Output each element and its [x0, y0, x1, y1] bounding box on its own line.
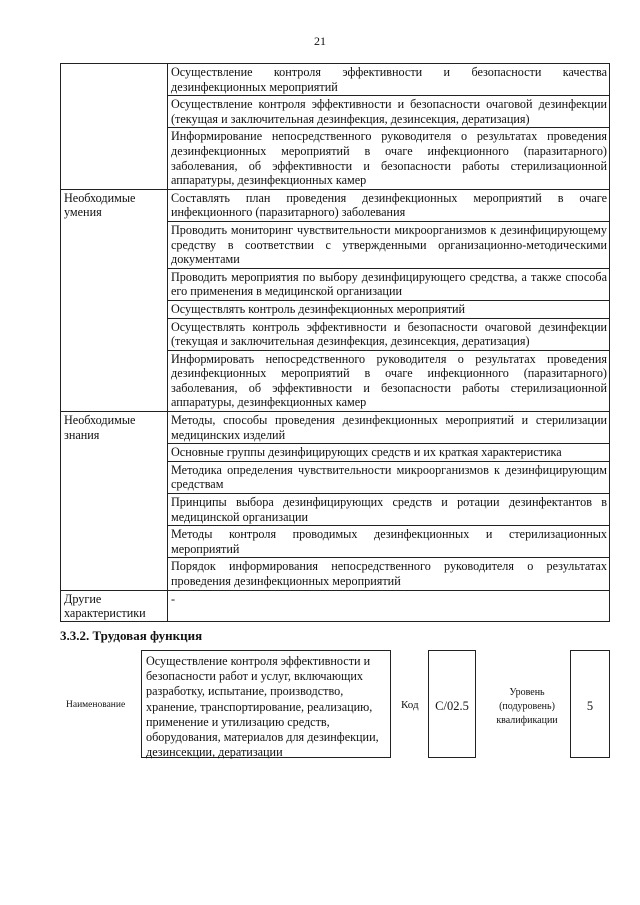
table-row — [61, 590, 610, 621]
code-label: Код — [401, 699, 419, 711]
row-label — [61, 64, 168, 190]
row-label-other: Другие характеристики — [61, 590, 168, 621]
table-cell: Составлять план проведения дезинфекционных мероприятий в очаге инфекционного (паразитарного) заболевания — [168, 189, 610, 221]
table-cell: Принципы выбора дезинфицирующих средств и ротации дезинфектантов в медицинской организации — [168, 494, 610, 526]
name-label: Наименование — [66, 700, 126, 710]
skills-table — [60, 63, 610, 622]
table-cell: Проводить мониторинг чувствительности микроорганизмов к дезинфицирующему средству в соответствии с утвержденными организационно-методическими документами — [168, 221, 610, 268]
table-cell: Методы, способы проведения дезинфекционных мероприятий и стерилизации медицинских изделий — [168, 412, 610, 444]
table-row — [61, 189, 610, 221]
table-cell: Проводить мероприятия по выбору дезинфицирующего средства, а также способа его применения в медицинской организации — [168, 268, 610, 300]
table-cell: Методы контроля проводимых дезинфекционных и стерилизационных мероприятий — [168, 526, 610, 558]
level-label: Уровень (подуровень) квалификации — [496, 687, 558, 726]
table-cell: - — [168, 590, 610, 621]
table-cell: Осуществление контроля эффективности и безопасности очаговой дезинфекции (текущая и заключительная дезинфекция, дезинсекция, дератизация) — [168, 96, 610, 128]
table-cell: Осуществлять контроль эффективности и безопасности очаговой дезинфекции (текущая и заключительная дезинфекция, дезинсекция, дератизация) — [168, 318, 610, 350]
row-label-knowledge: Необходимые знания — [61, 412, 168, 591]
table-cell: Осуществление контроля эффективности и безопасности качества дезинфекционных мероприятий — [168, 64, 610, 96]
page-number: 21 — [314, 34, 326, 48]
table-row — [61, 64, 610, 96]
section-heading: 3.3.2. Трудовая функция — [60, 628, 203, 643]
level-box: 5 — [570, 650, 610, 758]
table-cell: Основные группы дезинфицирующих средств и их краткая характеристика — [168, 444, 610, 462]
table-row — [61, 412, 610, 444]
table-cell: Информирование непосредственного руководителя о результатах проведения дезинфекционных мероприятий в очаге инфекционного (паразитарного) заболевания, об эффективности и безопасности работы стерилизационной аппаратуры, дезинфекционных камер — [168, 128, 610, 189]
code-box: C/02.5 — [428, 650, 476, 758]
table-cell: Порядок информирования непосредственного руководителя о результатах проведения дезинфекционных мероприятий — [168, 558, 610, 590]
function-name-box: Осуществление контроля эффективности и безопасности работ и услуг, включающих разработку, испытание, производство, хранение, транспортирование, реализацию, применение и утилизацию средств, оборудования, материалов для дезинфекции, дезинсекции, дератизации — [141, 650, 391, 758]
table-cell: Информировать непосредственного руководителя о результатах проведения дезинфекционных мероприятий в очаге инфекционного (паразитарного) заболевания, об эффективности и безопасности работы стерилизационной аппаратуры, дезинфекционных камер — [168, 350, 610, 411]
row-label-skills: Необходимые умения — [61, 189, 168, 411]
table-cell: Методика определения чувствительности микроорганизмов к дезинфицирующим средствам — [168, 461, 610, 493]
table-cell: Осуществлять контроль дезинфекционных мероприятий — [168, 300, 610, 318]
